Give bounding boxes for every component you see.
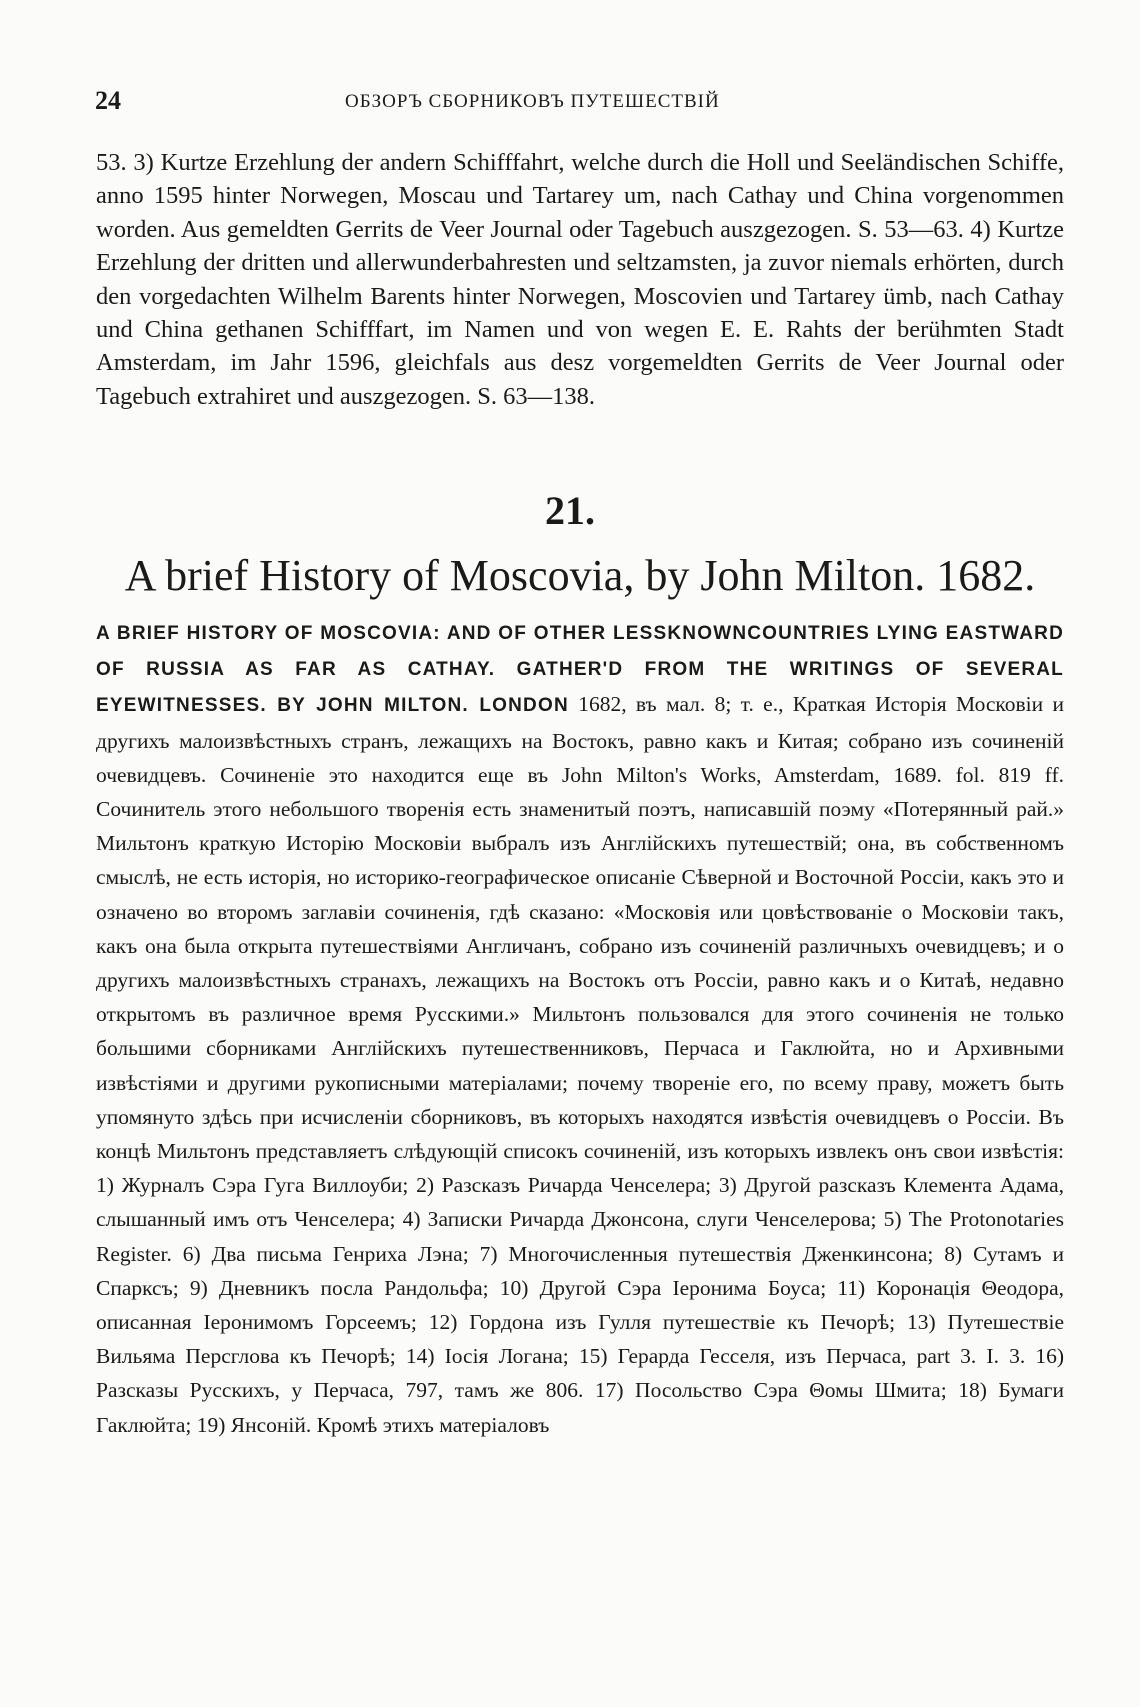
section-number: 21. [545,488,595,533]
entry-text: 1682, въ мал. 8; т. е., Краткая Исторія Московіи и другихъ малоизвѣстныхъ странъ, лежащихъ на Востокъ, равно какъ и Китая; собрано изъ сочиненій очевидцевъ. Сочиненіе это находится еще въ John Milton's Works, Amsterdam, 1689. fol. 819 ff. Сочинитель этого небольшого творенія есть знаменитый поэтъ, написавшій поэму «Потерянный рай.» Мильтонъ краткую Исторію Московіи выбралъ изъ Англійскихъ путешествій; она, въ собственномъ смыслѣ, не есть исторія, но историко-географическое описаніе Сѣверной и Восточной Россіи, какъ это и означено во второмъ заглавіи сочиненія, гдѣ сказано: «Московія или цовѣствованіе о Московіи такъ, какъ она была открыта путешествіями Англичанъ, собрано изъ сочиненій различныхъ очевидцевъ; и о другихъ малоизвѣстныхъ странахъ, лежащихъ на Востокъ отъ Россіи, равно какъ и о Китаѣ, недавно открытомъ въ различное время Русскими.» Мильтонъ пользовался для этого сочиненія не только большими сборниками Англійскихъ путешественниковъ, Перчаса и Гаклюйта, но и Архивными извѣстіями и другими рукописными матеріалами; почему твореніе его, по всему праву, можетъ быть упомянуто здѣсь при исчисленіи сборниковъ, въ которыхъ находятся извѣстія очевидцевъ о Россіи. Въ концѣ Мильтонъ представляетъ слѣдующій списокъ сочиненій, изъ которыхъ извлекъ онъ свои извѣстія: 1) Журналъ Сэра Гуга Виллоуби; 2) Разсказъ Ричарда Ченселера; 3) Другой разсказъ Клемента Адама, слышанный имъ отъ Ченселера; 4) Записки Ричарда Джонсона, слуги Ченселерова; 5) The Protonotaries Register. 6) Два письма Генриха Лэна; 7) Многочисленныя путешествія Дженкинсона; 8) Сутамъ и Спарксъ; 9) Дневникъ посла Рандольфа; 10) Другой Сэра Іеронима Боуса; 11) Коронація Θеодора, описанная Іеронимомъ Горсеемъ; 12) Гордона изъ Гулля путешествіе къ Печорѣ; 13) Путешествіе Вильяма Персглова къ Печорѣ; 14) Іосія Логана; 15) Герарда Гесселя, изъ Перчаса, part 3. I. 3. 16) Разсказы Русскихъ, у Перчаса, 797, тамъ же 806. 17) Посольство Сэра Θомы Шмита; 18) Бумаги Гаклюйта; 19) Янсоній. Кромѣ этихъ матеріаловъ [96,692,1065,1437]
entry-paragraph [96,615,1064,1442]
german-entry-text: 53. 3) Kurtze Erzehlung der andern Schifffahrt, welche durch die Holl und Seeländischen Schiffe, anno 1595 hinter Norwegen, Moscau und Tartarey um, nach Cathay und China vorgenommen worden. Aus gemeldten Gerrits de Veer Journal oder Tagebuch auszgezogen. S. 53—63. 4) Kurtze Erzehlung der dritten und allerwunderbahresten und seltzamsten, ja zuvor niemals erhörten, durch den vorgedachten Wilhelm Barents hinter Norwegen, Moscovien und Tartarey ümb, nach Cathay und China gethanen Schifffart, im Namen und von wegen E. E. Rahts der berühmten Stadt Amsterdam, im Jahr 1596, gleichfals aus desz vorgemeldten Gerrits de Veer Journal oder Tagebuch extrahiret und auszgezogen. S. 63—138. [96,149,1064,410]
section-title: A brief History of Moscovia, by John Milton. 1682. [124,551,1036,600]
page-number: 24 [95,86,121,115]
entry-caps-title: A BRIEF HISTORY OF MOSCOVIA: AND OF OTHER LESSKNOWNCOUNTRIES LYING EASTWARD OF RUSSIA AS FAR AS CATHAY. GATHER'D FROM THE WRITINGS OF SEVERAL EYEWITNESSES. BY JOHN MILTON. LONDON [96,623,1064,717]
running-title: ОБЗОРЪ СБОРНИКОВЪ ПУТЕШЕСТВIЙ [345,91,720,112]
running-header [95,86,1065,116]
